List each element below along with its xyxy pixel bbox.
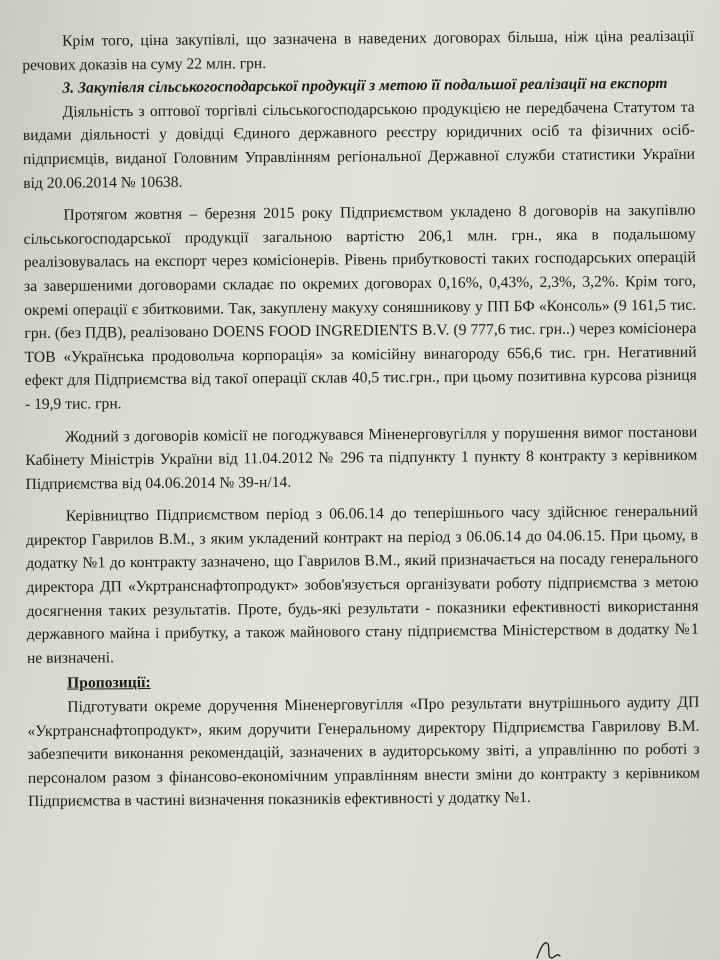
- paragraph-contracts: Протягом жовтня – березня 2015 року Підприємством укладено 8 договорів на закупівлю сільськогосподарської продукції загальною вартістю 206,1 млн. грн., яка в подальшому реалізовувалась на експорт через комісіонерів. Рівень прибутковості таких господарських операцій за завершеними договорами складає по окремих договорах 0,16%, 0,43%, 2,3%, 3,2%. Крім того, окремі операції є збитковими. Так, закуплену макуху соняшникову у ПП БФ «Консоль» (9 161,5 тис. грн. (без ПДВ), реалізовано DOENS FOOD INGREDIENTS B.V. (9 777,6 тис. грн..) через комісіонера ТОВ «Українська продовольча корпорація» за комісійну винагороду 656,6 тис. грн. Негативний ефект для Підприємства від такої операції склав 40,5 тис.грн., при цьому позитивна курсова різниця - 19,9 тис. грн.: [23, 201, 697, 413]
- proposals-label: Пропозиції:: [67, 674, 151, 693]
- section-heading: 3. Закупівля сільськогосподарської продукції з метою її подальшої реалізації на експорт: [62, 75, 668, 97]
- document-body: [22, 25, 700, 814]
- paragraph-activity: Діяльність з оптової торгівлі сільськогосподарською продукцією не передбачена Статутом та видами діяльності у довідці Єдиного державного реєстру юридичних осіб та фізичних осіб-підприємців, виданої Головним Управлінням регіональної Державної служби статистики України від 20.06.2014 № 10638.: [22, 98, 696, 192]
- paragraph-proposals: Підготувати окреме доручення Міненерговугілля «Про результати внутрішнього аудиту ДП «Укртранснафтопродукт», яким доручити Генеральному директору Підприємства Гаврилову В.М. забезпечити виконання рекомендацій, зазначених в аудиторському звіті, а управлінню по роботі з персоналом разом з фінансово-економічним управлінням внести зміни до контракту з керівником Підприємства в частині визначення показників ефективності у додатку №1.: [27, 693, 700, 811]
- paragraph-intro: Крім того, ціна закупівлі, що зазначена в наведених договорах більша, ніж ціна реалізації речових доказів на суму 22 млн. грн.: [22, 27, 695, 74]
- paragraph-no-approval: Жодний з договорів комісії не погоджувався Міненерговугілля у порушення вимог постанови Кабінету Міністрів України від 11.04.2012 № 296 та підпункту 1 пункту 8 контракту з керівником Підприємства від 04.06.2014 № 39-н/14.: [25, 423, 698, 493]
- paragraph-management: Керівництво Підприємством період з 06.06.14 до теперішнього часу здійснює генеральний директор Гаврилов В.М., з яким укладений контракт на період з 06.06.14 до 04.06.15. При цьому, в додатку №1 до контракту зазначено, що Гаврилов В.М., який призначається на посаду генерального директора ДП «Укртранснафтопродукт» зобов'язується організувати роботу підприємства з метою досягнення таких результатів. Проте, будь-які результати - показники ефективності використання державного майна і прибутку, а також майнового стану підприємства Міністерством в додатку №1 не визначені.: [25, 502, 699, 667]
- signature-mark-icon: [533, 936, 563, 960]
